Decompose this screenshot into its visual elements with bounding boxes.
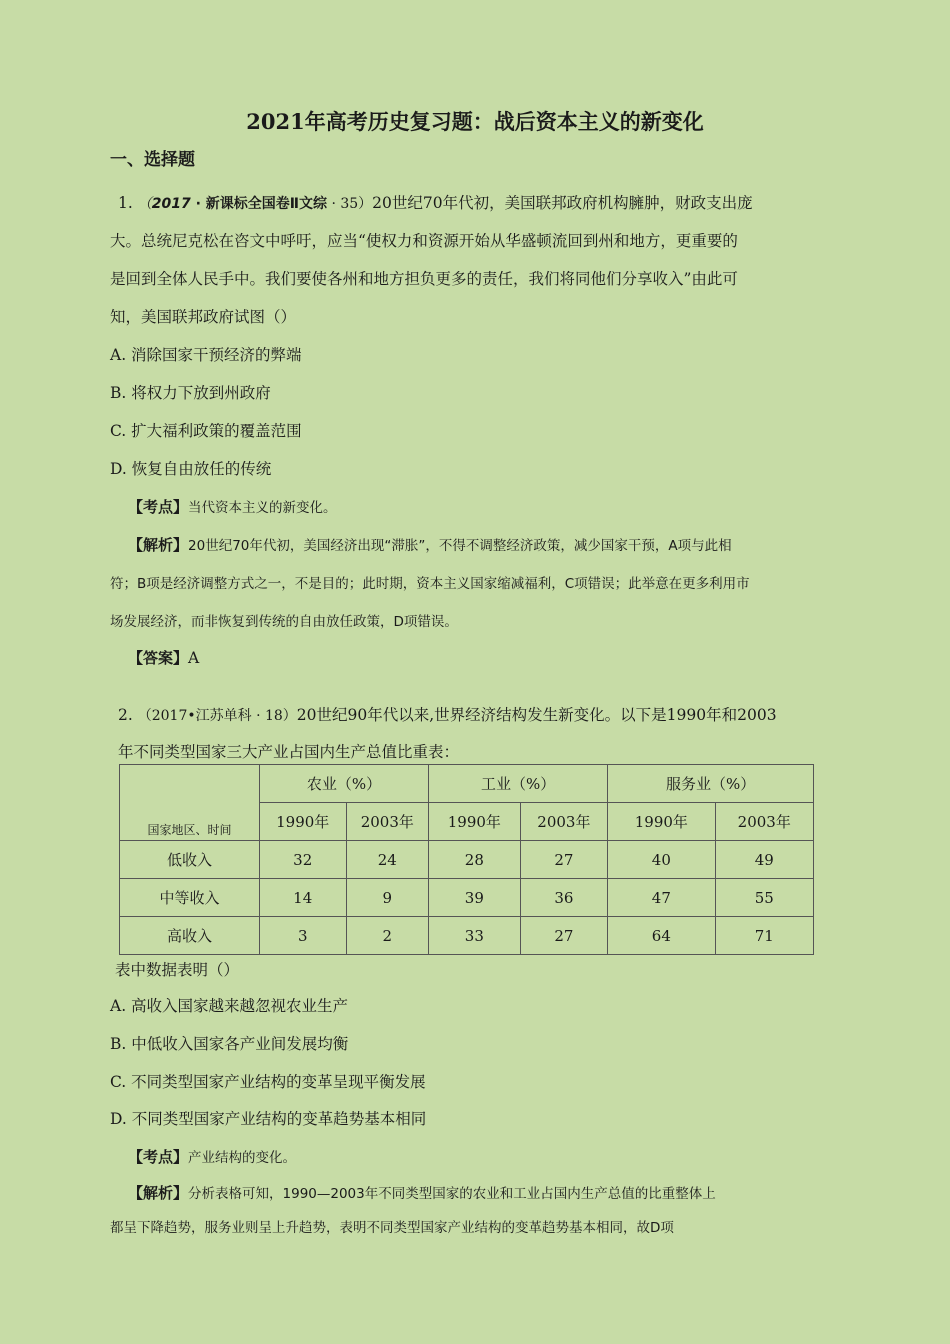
kaodian-text: 当代资本主义的新变化。 [188, 500, 337, 516]
table-cell: 36 [520, 879, 608, 917]
section-heading: 一、选择题 [110, 150, 195, 170]
jiexi-label: 【解析】 [128, 1184, 189, 1202]
table-cell: 3 [259, 917, 346, 955]
question-text: 20世纪90年代以来,世界经济结构发生新变化。以下是1990年和2003 [296, 706, 777, 724]
option-b: B. 将权力下放到州政府 [110, 384, 271, 402]
source-number: · 35） [327, 196, 373, 212]
table-row [120, 879, 814, 917]
answer [128, 647, 199, 668]
table-cell: 33 [429, 917, 521, 955]
table-cell: 64 [608, 917, 715, 955]
question-1-first-line [118, 191, 753, 213]
year-header: 1990年 [608, 803, 715, 841]
year-header: 2003年 [520, 803, 608, 841]
option-c: C. 扩大福利政策的覆盖范围 [110, 422, 302, 440]
kaodian [128, 1146, 296, 1167]
group-header-agriculture: 农业（%） [259, 765, 428, 803]
jiexi-line-2: 符；B项是经济调整方式之一，不是目的；此时期，资本主义国家缩减福利，C项错误；此举意在更多利用市 [110, 576, 750, 592]
table-cell: 49 [715, 841, 813, 879]
question-2-first-line [118, 703, 777, 725]
table-cell: 14 [259, 879, 346, 917]
row-label: 中等收入 [120, 879, 260, 917]
question-2-line-2: 年不同类型国家三大产业占国内生产总值比重表： [118, 743, 460, 761]
option-a: A. 高收入国家越来越忽视农业生产 [110, 997, 349, 1015]
year-header: 2003年 [715, 803, 813, 841]
table-row [120, 917, 814, 955]
industry-share-table [119, 764, 814, 955]
year-header: 2003年 [346, 803, 429, 841]
source-year: 2017 [151, 196, 191, 212]
group-header-services: 服务业（%） [608, 765, 814, 803]
after-table-text: 表中数据表明（） [115, 961, 240, 979]
kaodian-text: 产业结构的变化。 [188, 1150, 297, 1166]
table-cell: 27 [520, 841, 608, 879]
page-title: 2021年高考历史复习题：战后资本主义的新变化 [246, 109, 704, 134]
kaodian-label: 【考点】 [128, 1148, 189, 1166]
table-cell: 47 [608, 879, 715, 917]
jiexi-line-1 [128, 534, 732, 555]
option-d: D. 不同类型国家产业结构的变革趋势基本相同 [110, 1110, 427, 1128]
jiexi-text: 20世纪70年代初，美国经济出现“滞胀”，不得不调整经济政策，减少国家干预，A项与此相 [188, 538, 732, 554]
option-b: B. 中低收入国家各产业间发展均衡 [110, 1035, 349, 1053]
option-c: C. 不同类型国家产业结构的变革呈现平衡发展 [110, 1073, 426, 1091]
question-1-line-2: 大。总统尼克松在咨文中呼吁，应当“使权力和资源开始从华盛顿流回到州和地方，更重要的 [110, 232, 738, 250]
table-cell: 32 [259, 841, 346, 879]
jiexi-label: 【解析】 [128, 536, 189, 554]
question-1-line-3: 是回到全体人民手中。我们要使各州和地方担负更多的责任，我们将同他们分享收入”由此可 [110, 270, 738, 288]
table-row [120, 841, 814, 879]
answer-value: A [188, 649, 200, 667]
jiexi-line-3: 场发展经济，而非恢复到传统的自由放任政策，D项错误。 [110, 614, 458, 630]
answer-label: 【答案】 [128, 649, 189, 667]
option-d: D. 恢复自由放任的传统 [110, 460, 272, 478]
row-label: 高收入 [120, 917, 260, 955]
table-cell: 28 [429, 841, 521, 879]
option-a: A. 消除国家干预经济的弊端 [110, 346, 302, 364]
row-label: 低收入 [120, 841, 260, 879]
table-cell: 71 [715, 917, 813, 955]
question-number: 2. [118, 706, 133, 724]
source-open: （ [137, 196, 152, 212]
jiexi-line-1 [128, 1182, 716, 1203]
source: （2017•江苏单科 · 18） [137, 708, 297, 724]
year-header: 1990年 [259, 803, 346, 841]
kaodian-label: 【考点】 [128, 498, 189, 516]
kaodian [128, 496, 337, 517]
table-cell: 24 [346, 841, 429, 879]
jiexi-line-2: 都呈下降趋势，服务业则呈上升趋势，表明不同类型国家产业结构的变革趋势基本相同，故D项 [110, 1220, 674, 1236]
table-cell: 40 [608, 841, 715, 879]
question-number: 1. [118, 194, 133, 212]
table-cell: 2 [346, 917, 429, 955]
table-cell: 55 [715, 879, 813, 917]
year-header: 1990年 [429, 803, 521, 841]
table-cell: 39 [429, 879, 521, 917]
question-1-line-4: 知，美国联邦政府试图（） [110, 308, 297, 326]
table-cell: 9 [346, 879, 429, 917]
table-cell: 27 [520, 917, 608, 955]
table-corner-header: 国家地区、时间 [120, 765, 260, 841]
question-text: 20世纪70年代初，美国联邦政府机构臃肿，财政支出庞 [372, 194, 753, 212]
jiexi-text: 分析表格可知，1990—2003年不同类型国家的农业和工业占国内生产总值的比重整体上 [188, 1186, 716, 1202]
group-header-industry: 工业（%） [429, 765, 608, 803]
source-name: · 新课标全国卷Ⅱ文综 [190, 196, 327, 212]
